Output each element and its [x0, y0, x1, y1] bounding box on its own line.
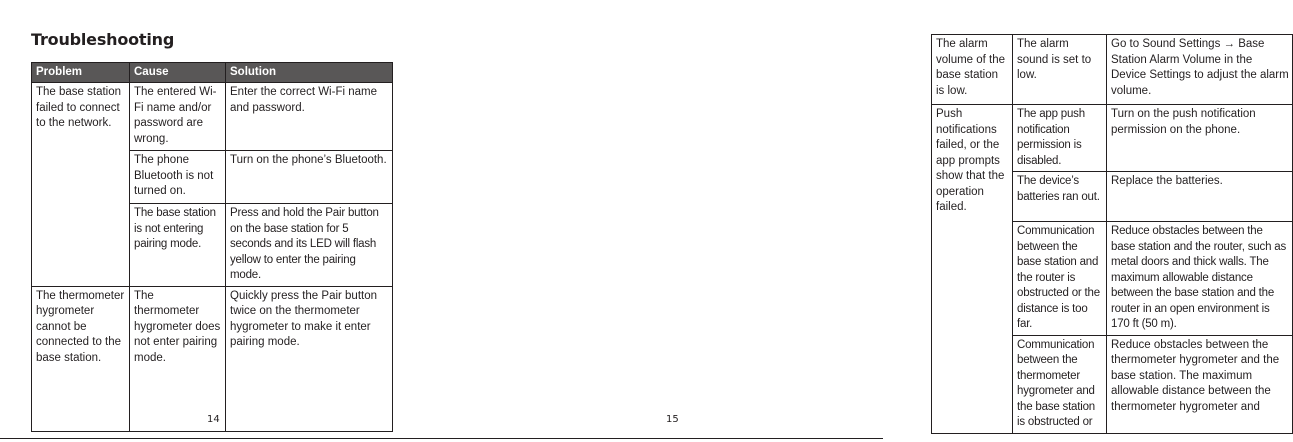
header-solution: Solution — [226, 63, 393, 83]
table-row — [32, 286, 393, 431]
cause-cell: The phone Bluetooth is not turned on. — [130, 151, 226, 204]
cause-cell: The entered Wi-Fi name and/or password are wrong. — [130, 83, 226, 151]
right-page — [441, 0, 1289, 442]
problem-cell: Push notifications failed, or the app prompts show that the operation failed. — [932, 105, 1013, 434]
table-row — [932, 105, 1293, 172]
table-row — [932, 35, 1293, 105]
solution-cell: Turn on the push notification permission on the phone. — [1107, 105, 1293, 172]
page-number: 14 — [207, 414, 220, 425]
page-number: 15 — [666, 414, 679, 425]
solution-cell: Replace the batteries. — [1107, 172, 1293, 222]
cause-cell: The app push notification permission is disabled. — [1013, 105, 1107, 172]
solution-cell: Turn on the phone’s Bluetooth. — [226, 151, 393, 204]
solution-cell: Enter the correct Wi-Fi name and password. — [226, 83, 393, 151]
troubleshooting-table-left — [31, 62, 393, 432]
header-problem: Problem — [32, 63, 130, 83]
cause-cell: The device’s batteries ran out. — [1013, 172, 1107, 222]
solution-cell: Go to Sound Settings → Base Station Alarm Volume in the Device Settings to adjust the alarm volume. — [1107, 35, 1293, 105]
cause-cell: Communication between the base station and the router is obstructed or the distance is too far. — [1013, 222, 1107, 336]
table-header-row — [32, 63, 393, 83]
solution-cell: Press and hold the Pair button on the base station for 5 seconds and its LED will flash yellow to enter the pairing mode. — [226, 204, 393, 287]
page-title: Troubleshooting — [31, 30, 175, 49]
solution-cell: Reduce obstacles between the thermometer hygrometer and the base station. The maximum allowable distance between the thermometer hygrometer and — [1107, 335, 1293, 433]
table-row — [32, 83, 393, 151]
cause-cell: The alarm sound is set to low. — [1013, 35, 1107, 105]
solution-cell: Quickly press the Pair button twice on the thermometer hygrometer to make it enter pairing mode. — [226, 286, 393, 431]
cause-cell: Communication between the thermometer hygrometer and the base station is obstructed or — [1013, 335, 1107, 433]
header-cause: Cause — [130, 63, 226, 83]
solution-cell: Reduce obstacles between the base station and the router, such as metal doors and thick walls. The maximum allowable distance between the base station and the router in an open environment is 170 ft (50 m). — [1107, 222, 1293, 336]
left-page — [0, 0, 441, 442]
troubleshooting-table-right — [931, 34, 1293, 434]
problem-cell: The thermometer hygrometer cannot be connected to the base station. — [32, 286, 130, 431]
bottom-divider — [0, 438, 883, 439]
problem-cell: The base station failed to connect to the network. — [32, 83, 130, 287]
cause-cell: The base station is not entering pairing mode. — [130, 204, 226, 287]
problem-cell: The alarm volume of the base station is low. — [932, 35, 1013, 105]
cause-cell: The thermometer hygrometer does not enter pairing mode. — [130, 286, 226, 431]
